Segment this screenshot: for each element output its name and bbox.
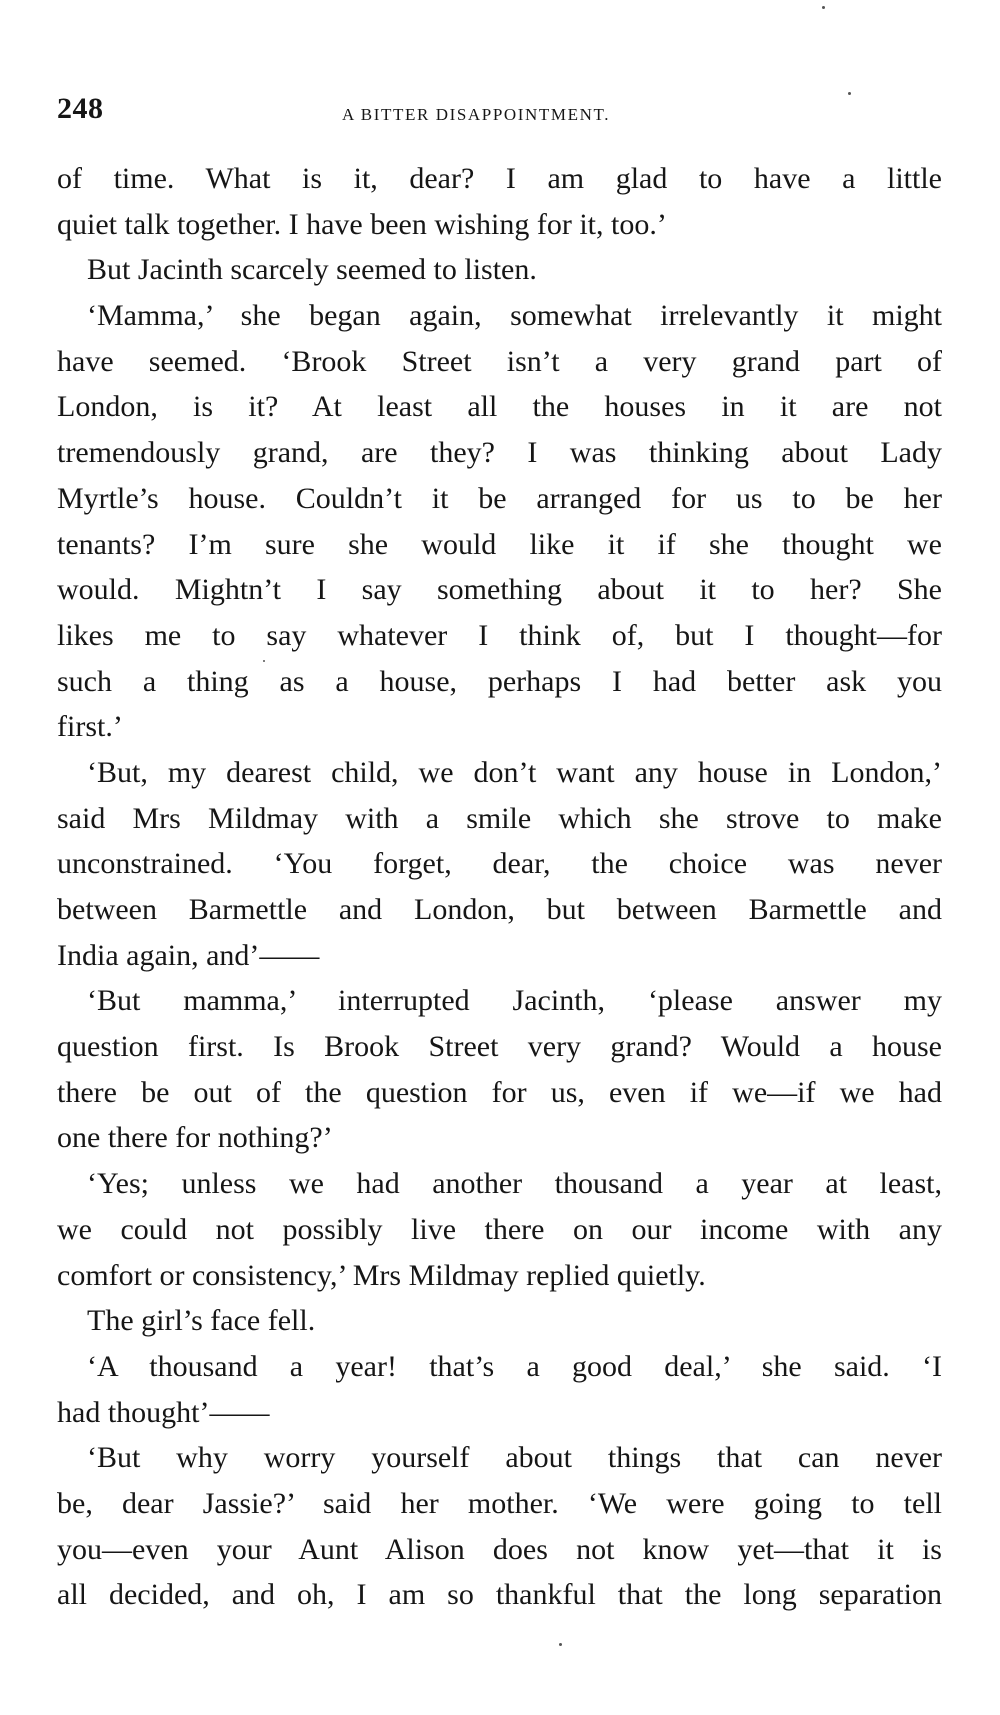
text-line: tremendously grand, are they? I was thinking about Lady	[57, 436, 942, 470]
text-line: Myrtle’s house. Couldn’t it be arranged for us to be her	[57, 481, 942, 515]
print-speck	[822, 6, 825, 9]
print-speck	[559, 1643, 562, 1646]
running-head: A BITTER DISAPPOINTMENT.	[342, 105, 611, 124]
text-line: said Mrs Mildmay with a smile which she strove to make	[57, 801, 942, 835]
text-line: comfort or consistency,’ Mrs Mildmay replied quietly.	[57, 1258, 706, 1292]
print-speck	[263, 660, 265, 662]
text-line: India again, and’——	[57, 938, 320, 972]
text-line: ‘Mamma,’ she began again, somewhat irrelevantly it might	[87, 299, 942, 333]
text-line: have seemed. ‘Brook Street isn’t a very grand part of	[57, 344, 942, 378]
text-line: tenants? I’m sure she would like it if she thought we	[57, 527, 942, 561]
text-line: one there for nothing?’	[57, 1121, 333, 1155]
text-line: unconstrained. ‘You forget, dear, the choice was never	[57, 847, 942, 881]
text-line: London, is it? At least all the houses in it are not	[57, 390, 942, 424]
text-line: ‘But, my dearest child, we don’t want any house in London,’	[87, 755, 942, 789]
text-line: all decided, and oh, I am so thankful that the long separation	[57, 1578, 942, 1612]
text-line: ‘But why worry yourself about things that can never	[87, 1441, 942, 1475]
text-line: be, dear Jassie?’ said her mother. ‘We were going to tell	[57, 1486, 942, 1520]
text-line: had thought’——	[57, 1395, 270, 1429]
text-line: quiet talk together. I have been wishing for it, too.’	[57, 207, 667, 241]
text-line: you—even your Aunt Alison does not know yet—that it is	[57, 1532, 942, 1566]
body-text	[57, 156, 942, 1618]
text-line: ‘A thousand a year! that’s a good deal,’ she said. ‘I	[87, 1349, 942, 1383]
text-line: would. Mightn’t I say something about it to her? She	[57, 573, 942, 607]
text-line: such a thing as a house, perhaps I had better ask you	[57, 664, 942, 698]
text-line: there be out of the question for us, even if we—if we had	[57, 1075, 942, 1109]
text-line: ‘Yes; unless we had another thousand a year at least,	[87, 1167, 942, 1201]
text-line: first.’	[57, 710, 123, 744]
page-header	[57, 92, 942, 132]
page-number: 248	[57, 92, 104, 125]
text-line: ‘But mamma,’ interrupted Jacinth, ‘please answer my	[87, 984, 942, 1018]
text-line: we could not possibly live there on our income with any	[57, 1212, 942, 1246]
text-line: likes me to say whatever I think of, but I thought—for	[57, 618, 942, 652]
text-line: between Barmettle and London, but between Barmettle and	[57, 893, 942, 926]
text-line: The girl’s face fell.	[87, 1304, 316, 1338]
text-line: But Jacinth scarcely seemed to listen.	[87, 253, 537, 287]
print-speck	[848, 92, 851, 95]
text-line: of time. What is it, dear? I am glad to have a little	[57, 162, 942, 195]
text-line: question first. Is Brook Street very grand? Would a house	[57, 1030, 942, 1064]
